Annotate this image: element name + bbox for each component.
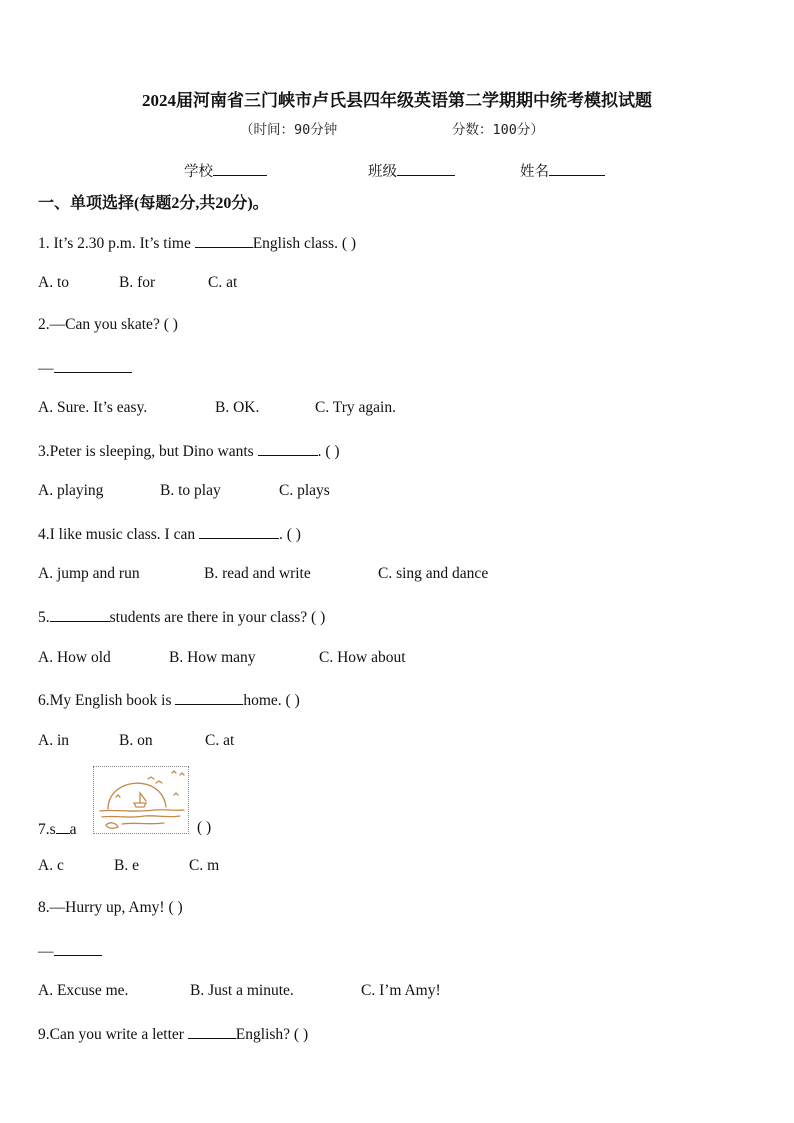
options-5 xyxy=(38,649,406,667)
options-7 xyxy=(38,857,219,875)
exam-time: （时间：90分钟 xyxy=(240,122,338,138)
option-c: C. at xyxy=(205,732,235,749)
question-2: 2.—Can you skate? ( ) xyxy=(38,316,178,333)
option-b: B. e xyxy=(114,857,139,874)
question-3 xyxy=(38,441,340,461)
school-blank xyxy=(213,161,267,176)
question-text: students are there in your class? ( ) xyxy=(109,609,326,626)
question-4 xyxy=(38,524,301,544)
option-a: A. to xyxy=(38,274,69,291)
reply-2 xyxy=(38,358,132,378)
option-b: B. on xyxy=(119,732,153,749)
option-c: C. m xyxy=(189,857,220,874)
class-blank xyxy=(397,161,455,176)
answer-blank xyxy=(50,607,110,622)
option-b: B. Just a minute. xyxy=(190,982,294,999)
question-text: 6.My English book is xyxy=(38,692,176,709)
question-text: 4.I like music class. I can xyxy=(38,526,199,543)
question-9 xyxy=(38,1024,308,1044)
option-c: C. How about xyxy=(319,649,406,666)
question-7-paren: ( ) xyxy=(197,819,212,836)
option-c: C. Try again. xyxy=(315,399,396,416)
question-8: 8.—Hurry up, Amy! ( ) xyxy=(38,899,183,916)
class-field xyxy=(368,160,455,181)
option-a: A. playing xyxy=(38,482,104,499)
question-1 xyxy=(38,233,356,253)
sea-drawing-icon xyxy=(94,767,188,833)
option-c: C. I’m Amy! xyxy=(361,982,441,999)
question-text: 3.Peter is sleeping, but Dino wants xyxy=(38,443,258,460)
option-b: B. read and write xyxy=(204,565,311,582)
question-text: 5. xyxy=(38,609,50,626)
question-text: a xyxy=(69,821,77,838)
option-a: A. Excuse me. xyxy=(38,982,129,999)
dash: — xyxy=(38,943,54,960)
dash: — xyxy=(38,360,54,377)
name-blank xyxy=(549,161,605,176)
options-8 xyxy=(38,982,441,1000)
answer-blank xyxy=(54,941,102,956)
question-text: English class. ( ) xyxy=(252,235,357,252)
answer-blank xyxy=(54,358,132,373)
question-text: 7.s xyxy=(38,821,56,838)
option-b: B. for xyxy=(119,274,156,291)
section-heading: 一、单项选择(每题2分,共20分)。 xyxy=(38,195,269,212)
option-c: C. at xyxy=(208,274,238,291)
options-3 xyxy=(38,482,330,500)
school-label: 学校 xyxy=(184,164,213,180)
name-field xyxy=(520,160,605,181)
option-a: A. jump and run xyxy=(38,565,140,582)
question-text: English? ( ) xyxy=(235,1026,309,1043)
page-title: 2024届河南省三门峡市卢氏县四年级英语第二学期期中统考模拟试题 xyxy=(142,91,652,110)
option-b: B. How many xyxy=(169,649,256,666)
name-label: 姓名 xyxy=(520,164,549,180)
answer-blank xyxy=(175,690,243,705)
option-b: B. OK. xyxy=(215,399,260,416)
question-5 xyxy=(38,607,325,627)
option-c: C. sing and dance xyxy=(378,565,489,582)
option-a: A. in xyxy=(38,732,69,749)
question-text: 1. It’s 2.30 p.m. It’s time xyxy=(38,235,195,252)
question-text: 9.Can you write a letter xyxy=(38,1026,188,1043)
question-text: . ( ) xyxy=(317,443,340,460)
options-4 xyxy=(38,565,488,583)
reply-8 xyxy=(38,941,102,961)
option-c: C. plays xyxy=(279,482,330,499)
school-field xyxy=(184,160,267,181)
answer-blank xyxy=(188,1024,236,1039)
question-text: . ( ) xyxy=(278,526,301,543)
options-2 xyxy=(38,399,396,417)
question-6 xyxy=(38,690,300,710)
options-1 xyxy=(38,274,237,292)
option-a: A. How old xyxy=(38,649,111,666)
exam-score: 分数：100分） xyxy=(452,122,544,138)
option-b: B. to play xyxy=(160,482,221,499)
options-6 xyxy=(38,732,234,750)
answer-blank xyxy=(199,524,279,539)
answer-blank xyxy=(195,233,253,248)
option-a: A. c xyxy=(38,857,64,874)
option-a: A. Sure. It’s easy. xyxy=(38,399,148,416)
answer-blank xyxy=(56,819,70,834)
question-text: home. ( ) xyxy=(243,692,300,709)
sea-sunset-picture xyxy=(93,766,189,834)
answer-blank xyxy=(258,441,318,456)
question-7 xyxy=(38,819,77,839)
class-label: 班级 xyxy=(368,164,397,180)
